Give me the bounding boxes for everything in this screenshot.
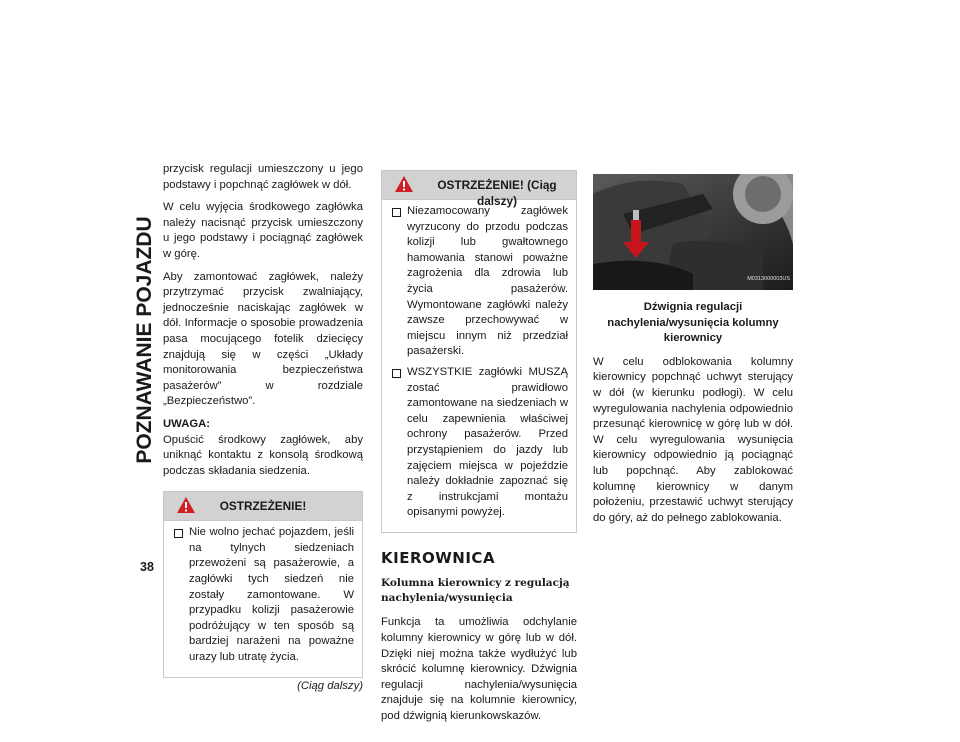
photo-id: M0313000003US xyxy=(747,276,790,283)
paragraph: W celu wyjęcia środkowego zagłówka należy nacisnąć przycisk umieszczony u jego podstawy i pociągnąć zagłówek w górę. xyxy=(163,201,363,260)
warning-header xyxy=(164,492,362,521)
square-bullet-icon xyxy=(174,529,183,538)
warning-item xyxy=(392,204,568,360)
warning-item-text: WSZYSTKIE zagłówki MUSZĄ zostać prawidłowo zamontowane na siedzeniach w celu zapewnienia właściwej ochrony pasażerów. Przed przystąpieniem do jazdy lub zajęciem miejsca w pojeździe należy dokładnie zapoznać się z instrukcjami montażu opisanymi powyżej. xyxy=(407,365,568,519)
warning-body xyxy=(164,521,362,676)
warning-box xyxy=(381,170,577,533)
paragraph: W celu odblokowania kolumny kierownicy popchnąć uchwyt sterujący w dół (w kierunku podłogi). W celu wyregulowania nachylenia odpowiednio przesunąć kierownicę w górę lub w dół. W celu wyregulowania wysunięcia kierownicy odpowiednio ją pociągnąć lub popchnąć. Aby zablokować kolumnę kierownicy w danym położeniu, przestawić uchwyt sterujący do góry, aż do pełnego zablokowania. xyxy=(593,355,793,524)
paragraph: Aby zamontować zagłówek, należy przytrzymać przycisk zwalniający, jednocześnie naciskając zagłówek w dół. Informacje o sposobie prowadzenia pasa mocującego fotelik dziecięcy znajdują się w części „Układy monitorowania bezpieczeństwa pasażerów” w rozdziale „Bezpieczeństwo”. xyxy=(163,270,363,408)
subsection-title: Kolumna kierownicy z regulacją nachylenia/wysunięcia xyxy=(381,577,570,605)
continued-label: (Ciąg dalszy) xyxy=(297,679,363,692)
warning-body xyxy=(382,200,576,532)
warning-box xyxy=(163,491,363,677)
column-2 xyxy=(381,170,577,732)
side-title-text: POZNAWANIE POJAZDU xyxy=(133,216,156,464)
note-text: Opuścić środkowy zagłówek, aby uniknąć kontaktu z konsolą środkową podczas składania siedzenia. xyxy=(163,433,363,477)
warning-item xyxy=(174,525,354,665)
warning-title: OSTRZEŻENIE! (Ciąg dalszy) xyxy=(437,178,557,208)
column-1 xyxy=(163,162,363,694)
page-number: 38 xyxy=(140,560,154,574)
paragraph: przycisk regulacji umieszczony u jego podstawy i popchnąć zagłówek w dół. xyxy=(163,163,363,191)
warning-item-text: Niezamocowany zagłówek wyrzucony do przodu podczas kolizji lub gwałtownego hamowania stanowi poważne zagrożenia dla zdrowia lub życia pasażerów. Wymontowane zagłówki należy zawsze przechowywać w miejscu innym niż przedział pasażerski. xyxy=(407,205,568,358)
steering-column-photo xyxy=(593,174,793,290)
column-3 xyxy=(593,174,793,533)
warning-header xyxy=(382,171,576,208)
warning-item-text: Nie wolno jechać pojazdem, jeśli na tylnych siedzeniach przewożeni są pasażerowie, a zagłówki tych siedzeń nie zostały zamontowane. W przypadku kolizji pasażerowie podróżujący w ten sposób są bardziej narażeni na poważne urazy lub utratę życia. xyxy=(189,526,354,664)
side-section-title xyxy=(130,170,156,510)
warning-title: OSTRZEŻENIE! xyxy=(219,499,307,514)
photo-caption: Dźwignia regulacji nachylenia/wysunięcia kolumny kierownicy xyxy=(607,301,779,345)
square-bullet-icon xyxy=(392,208,401,217)
warning-item xyxy=(392,365,568,521)
note-title: UWAGA: xyxy=(163,417,211,430)
section-title: KIEROWNICA xyxy=(381,548,496,567)
paragraph: Funkcja ta umożliwia odchylanie kolumny kierownicy w górę lub w dół. Dzięki niej można także wydłużyć lub skrócić kolumnę kierownicy. Dźwignia regulacji nachylenia/wysunięcia znajduje się na kolumnie kierownicy, pod dźwignią kierunkowskazów. xyxy=(381,616,577,723)
square-bullet-icon xyxy=(392,369,401,378)
warning-triangle-icon xyxy=(394,175,414,199)
